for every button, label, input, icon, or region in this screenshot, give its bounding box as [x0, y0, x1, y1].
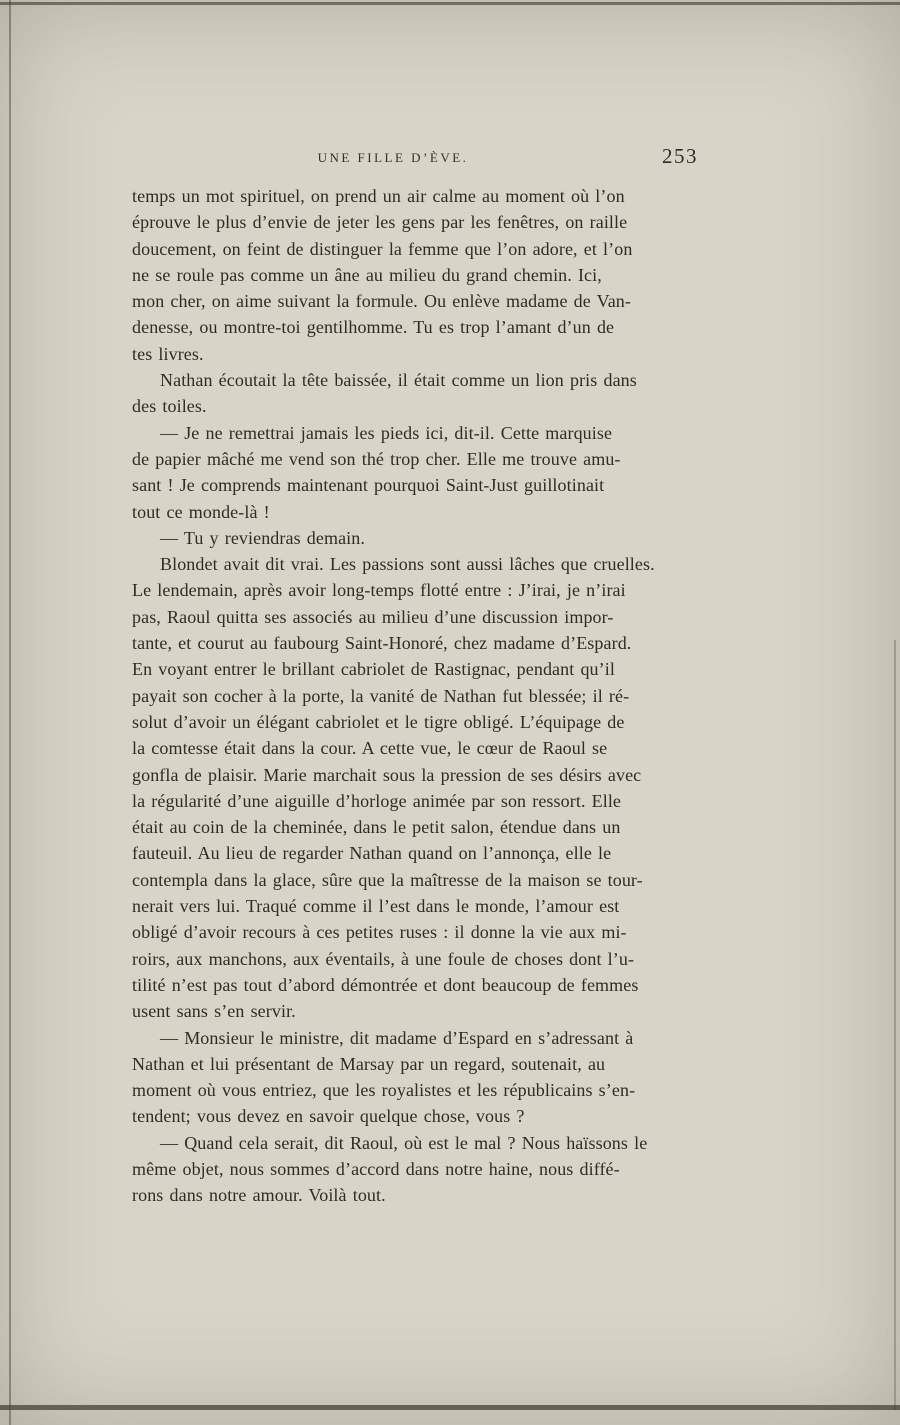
text-line: sant ! Je comprends maintenant pourquoi Saint-Just guillotinait: [132, 475, 605, 496]
text-line: contempla dans la glace, sûre que la maîtresse de la maison se tour-: [132, 869, 643, 890]
text-line: Nathan écoutait la tête baissée, il était comme un lion pris dans: [160, 370, 637, 391]
paragraph: [132, 367, 718, 420]
text-line: gonfla de plaisir. Marie marchait sous la pression de ses désirs avec: [132, 764, 642, 785]
text-line: des toiles.: [132, 396, 207, 417]
text-line: — Monsieur le ministre, dit madame d’Espard en s’adressant à: [160, 1027, 634, 1048]
text-line: éprouve le plus d’envie de jeter les gens par les fenêtres, on raille: [132, 212, 628, 233]
text-line: pas, Raoul quitta ses associés au milieu d’une discussion impor-: [132, 606, 614, 627]
running-title: UNE FILLE D’ÈVE.: [317, 150, 469, 165]
text-line: usent sans s’en servir.: [132, 1001, 296, 1022]
paragraph: [132, 525, 718, 551]
text-line: solut d’avoir un élégant cabriolet et le tigre obligé. L’équipage de: [132, 711, 625, 732]
text-line: de papier mâché me vend son thé trop cher. Elle me trouve amu-: [132, 448, 621, 469]
text-line: la régularité d’une aiguille d’horloge animée par son ressort. Elle: [132, 790, 622, 811]
paragraph: [132, 1130, 718, 1209]
paragraph: [132, 1025, 718, 1130]
text-line: la comtesse était dans la cour. A cette vue, le cœur de Raoul se: [132, 738, 608, 759]
scan-edge-right: [894, 640, 896, 1410]
text-line: Blondet avait dit vrai. Les passions sont aussi lâches que cruelles.: [160, 554, 655, 575]
text-line: rons dans notre amour. Voilà tout.: [132, 1185, 386, 1206]
text-line: ne se roule pas comme un âne au milieu du grand chemin. Ici,: [132, 264, 602, 285]
text-line: En voyant entrer le brillant cabriolet de Rastignac, pendant qu’il: [132, 659, 615, 680]
paragraph: [132, 183, 718, 367]
text-line: — Je ne remettrai jamais les pieds ici, dit-il. Cette marquise: [160, 422, 613, 443]
text-line: Nathan et lui présentant de Marsay par un regard, soutenait, au: [132, 1053, 606, 1074]
scan-edge-left: [9, 0, 11, 1425]
text-line: — Tu y reviendras demain.: [160, 527, 365, 548]
text-line: denesse, ou montre-toi gentilhomme. Tu es trop l’amant d’un de: [132, 317, 615, 338]
text-line: était au coin de la cheminée, dans le petit salon, étendue dans un: [132, 817, 621, 838]
text-line: nerait vers lui. Traqué comme il l’est dans le monde, l’amour est: [132, 896, 620, 917]
body-text: [132, 183, 718, 1209]
text-line: Le lendemain, après avoir long-temps flotté entre : J’irai, je n’irai: [132, 580, 626, 601]
page-number: 253: [662, 144, 698, 168]
text-line: roirs, aux manchons, aux éventails, à une foule de choses dont l’u-: [132, 948, 635, 969]
text-line: tante, et courut au faubourg Saint-Honoré, chez madame d’Espard.: [132, 633, 632, 654]
text-line: tes livres.: [132, 343, 204, 364]
text-line: obligé d’avoir recours à ces petites ruses : il donne la vie aux mi-: [132, 922, 627, 943]
scan-edge-bottom: [0, 1405, 900, 1410]
paragraph: [132, 420, 718, 525]
text-line: tilité n’est pas tout d’abord démontrée et dont beaucoup de femmes: [132, 974, 639, 995]
text-line: tendent; vous devez en savoir quelque chose, vous ?: [132, 1106, 525, 1127]
text-line: même objet, nous sommes d’accord dans notre haine, nous diffé-: [132, 1158, 620, 1179]
text-line: moment où vous entriez, que les royalistes et les républicains s’en-: [132, 1080, 636, 1101]
text-line: tout ce monde-là !: [132, 501, 270, 522]
paragraph: [132, 551, 718, 1024]
text-line: doucement, on feint de distinguer la femme que l’on adore, et l’on: [132, 238, 633, 259]
text-line: — Quand cela serait, dit Raoul, où est le mal ? Nous haïssons le: [160, 1132, 648, 1153]
text-line: fauteuil. Au lieu de regarder Nathan quand on l’annonça, elle le: [132, 843, 612, 864]
scan-edge-top: [0, 2, 900, 5]
text-line: mon cher, on aime suivant la formule. Ou enlève madame de Van-: [132, 291, 631, 312]
text-line: payait son cocher à la porte, la vanité de Nathan fut blessée; il ré-: [132, 685, 630, 706]
text-line: temps un mot spirituel, on prend un air calme au moment où l’on: [132, 186, 625, 206]
